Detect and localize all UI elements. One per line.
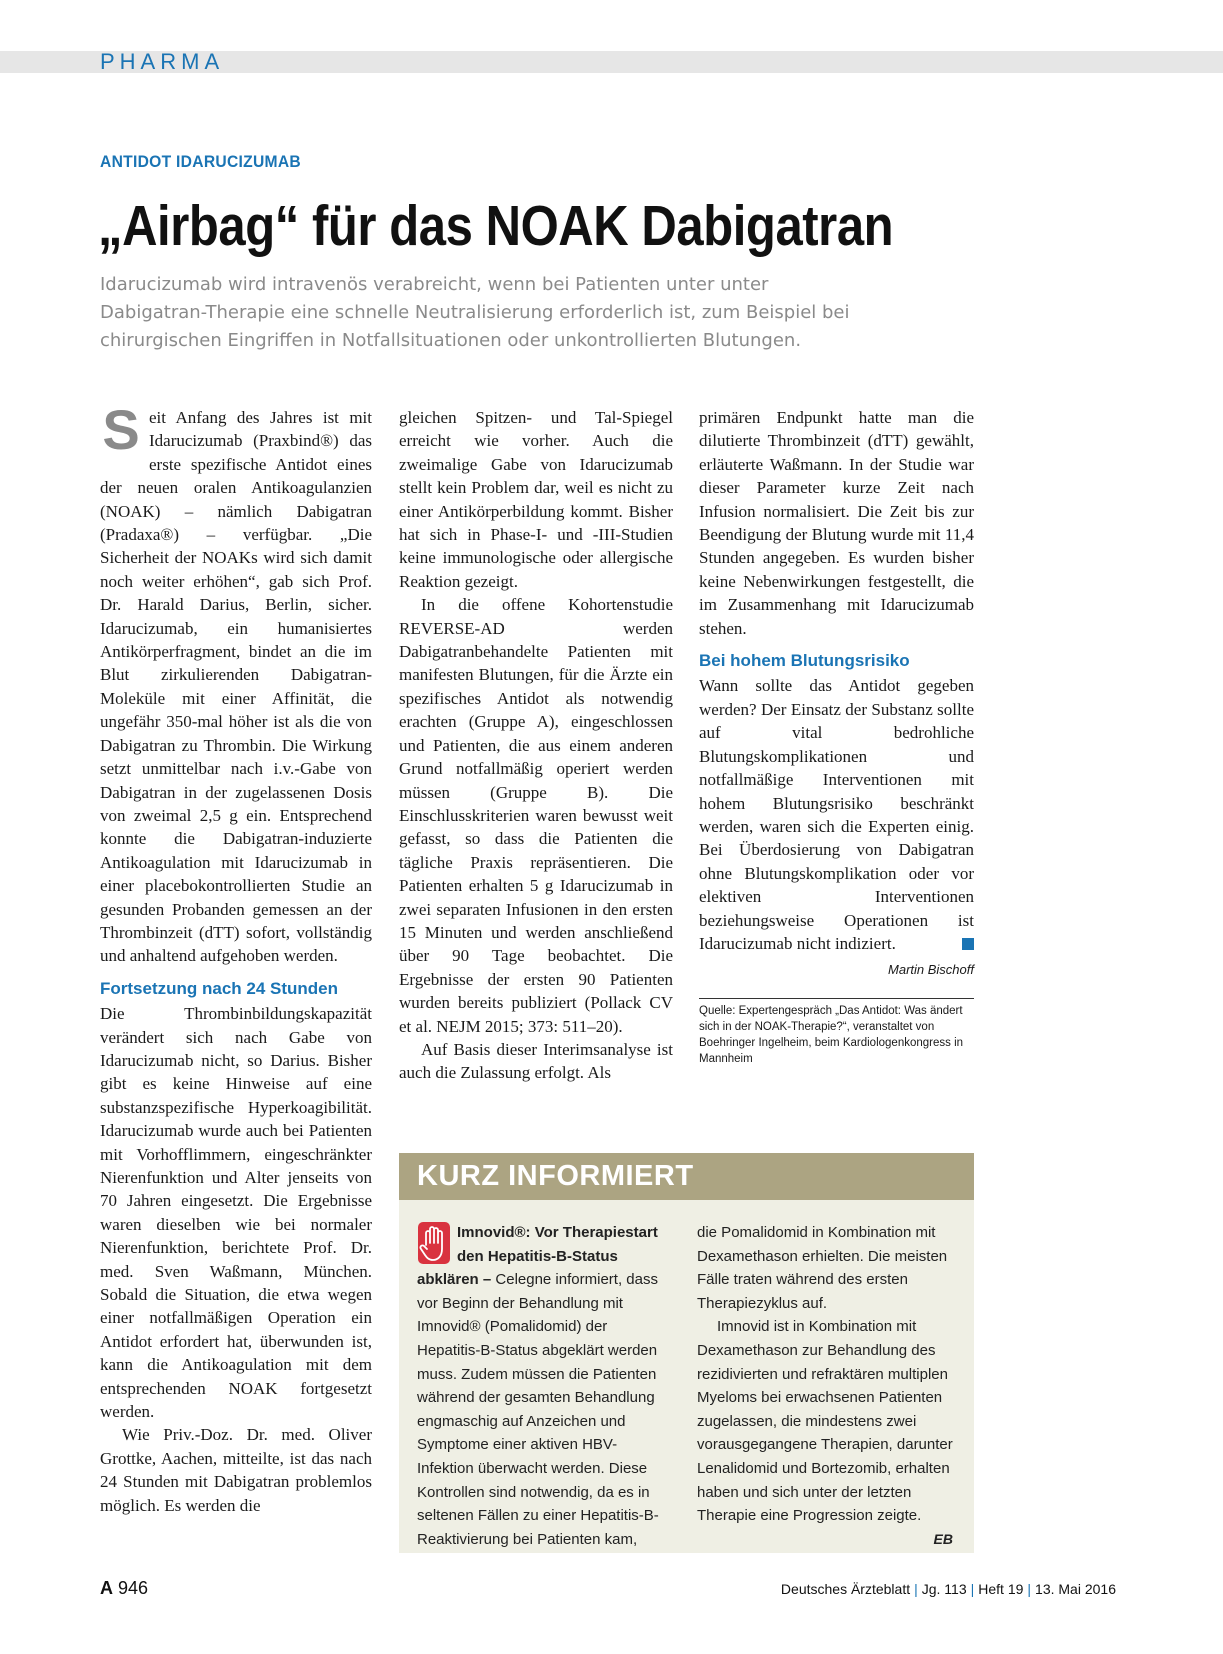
article-paragraph: Die Thrombinbildungskapazität verändert sich nach Gabe von Idarucizumab nicht, so Darius. Bisher gibt es keine Hinweise auf eine substanzspezifische Hyperkoagibilität. Idarucizumab wurde auch bei Patienten mit Vorhofflimmern, eingeschränkter Nierenfunktion und Alter jenseits von 70 Jahren eingesetzt. Die Ergebnisse waren dieselben wie bei normaler Nierenfunktion, berichtete Prof. Dr. med. Sven Waßmann, München. Sobald die Situation, die etwa wegen einer notfallmäßigen Operation ein Antidot erfordert hat, überwunden ist, kann die Antikoagulation mit dem entsprechenden NOAK fortgesetzt werden. bbox=[100, 1004, 372, 1422]
article-paragraph: Wie Priv.-Doz. Dr. med. Oliver Grottke, Aachen, mitteilte, ist das nach 24 Stunden mit Dabigatran problemlos möglich. Es werden die bbox=[100, 1425, 372, 1515]
article-paragraph bbox=[699, 674, 974, 955]
separator: | bbox=[970, 1581, 975, 1597]
info-box-column-1 bbox=[417, 1221, 671, 1551]
subheading: Fortsetzung nach 24 Stunden bbox=[100, 978, 339, 998]
article-paragraph: Auf Basis dieser Interimsanalyse ist auch die Zulassung erfolgt. Als bbox=[399, 1039, 673, 1083]
separator: | bbox=[1027, 1581, 1032, 1597]
paragraph-text: Celegne informiert, dass vor Beginn der Behandlung mit Imnovid® (Pomalidomid) der Hepatitis-B-Status abgeklärt werden muss. Zudem müssen die Patienten während der gesamten Behandlung engmaschig auf Anzeichen und Symptome einer aktiven HBV-Infektion überwacht werden. Diese Kontrollen sind notwendig, da es in seltenen Fällen zu einer Hepatitis-B-Reaktivierung bei Patienten kam, bbox=[417, 1271, 659, 1548]
article-lead bbox=[100, 271, 980, 355]
article-paragraph: gleichen Spitzen- und Tal-Spiegel erreicht wie vorher. Auch die zweimalige Gabe von Idarucizumab stellt kein Problem dar, weil es nicht zu einer Antikörperbildung kommt. Bisher hat sich in Phase-I- und -III-Studien keine immunologische oder allergische Reaktion gezeigt. bbox=[399, 408, 673, 591]
journal-volume: Jg. 113 bbox=[921, 1581, 967, 1597]
article-paragraph: In die offene Kohortenstudie REVERSE-AD werden Dabigatranbehandelte Patienten mit manifesten Blutungen, für die Ärzte ein spezifisches Antidot als notwendig erachten (Gruppe A), eingeschlossen und Patienten, die aus einem anderen Grund notfallmäßig operiert werden müssen (Gruppe B). Die Einschlusskriterien waren bewusst weit gefasst, so dass die Patienten die tägliche Praxis repräsentieren. Die Patienten erhalten 5 g Idarucizumab in zwei separaten Infusionen in den ersten 15 Minuten und werden anschließend über 90 Tage beobachtet. Die Ergebnisse der ersten 90 Patienten wurden bereits publiziert (Pollack CV et al. NEJM 2015; 373: 511–20). bbox=[399, 595, 673, 1036]
lead-line: Idarucizumab wird intravenös verabreicht, wenn bei Patienten unter unter bbox=[100, 274, 769, 295]
journal-date: 13. Mai 2016 bbox=[1035, 1581, 1116, 1597]
article-paragraph: primären Endpunkt hatte man die dilutierte Thrombinzeit (dTT) gewählt, erläuterte Waßmann. In der Studie war dieser Parameter kurze Zeit nach Infusion normalisiert. Die Zeit bis zur Beendigung der Blutung wurde mit 11,4 Stunden angegeben. Es wurden bisher keine Nebenwirkungen festgestellt, die im Zusammenhang mit Idarucizumab stehen. bbox=[699, 408, 974, 638]
author-initials: EB bbox=[933, 1530, 953, 1547]
section-label: PHARMA bbox=[100, 49, 225, 74]
end-mark-icon bbox=[962, 938, 974, 950]
info-box-title: KURZ INFORMIERT bbox=[399, 1153, 974, 1200]
paragraph-text: eit Anfang des Jahres ist mit Idarucizumab (Praxbind®) das erste spezifische Antidot eines der neuen oralen Antikoagulanzien (NOAK) – nämlich Dabigatran (Pradaxa®) – verfügbar. „Die Sicherheit der NOAKs wird sich damit noch weiter erhöhen“, gab sich Prof. Dr. Harald Darius, Berlin, sicher. Idarucizumab, ein humanisiertes Antikörperfragment, bindet an die im Blut zirkulierenden Dabigatran-Moleküle mit einer Affinität, die ungefähr 350-mal höher ist als die von Dabigatran zu Thrombin. Die Wirkung setzt unmittelbar nach i.v.-Gabe von Dabigatran in der zugelassenen Dosis von zweimal 2,5 g ein. Entsprechend konnte die Dabigatran-induzierte Antikoagulation mit Idarucizumab in einer placebokontrollierten Studie an gesunden Probanden gemessen an der Thrombinzeit (dTT) sofort, vollständig und anhaltend aufgehoben werden. bbox=[100, 408, 372, 966]
source-note: Quelle: Expertengespräch „Das Antidot: Was ändert sich in der NOAK-Therapie?“, veranstaltet von Boehringer Ingelheim, beim Kardiologenkongress in Mannheim bbox=[699, 1004, 964, 1065]
paragraph-text: Imnovid ist in Kombination mit Dexamethason zur Behandlung des rezidivierten und refraktären multiplen Myeloms bei erwachsenen Patienten zugelassen, die mindestens zwei vorausgegangene Therapien, darunter Lenalidomid und Bortezomib, erhalten haben und sich unter der letzten Therapie eine Progression zeigte. bbox=[697, 1318, 953, 1525]
stop-hand-icon bbox=[417, 1221, 451, 1265]
info-box bbox=[399, 1153, 974, 1553]
info-box-lead: Imnovid®: Vor Therapiestart den Hepatitis-B-Status abklären – bbox=[417, 1224, 658, 1289]
article-column-3 bbox=[699, 406, 974, 1067]
article-headline: „Airbag“ für das NOAK Dabigatran bbox=[98, 194, 894, 258]
page-prefix: A bbox=[100, 1578, 113, 1598]
article-paragraph bbox=[100, 398, 372, 968]
info-box-column-2 bbox=[697, 1221, 953, 1551]
info-box-paragraph bbox=[417, 1221, 671, 1551]
lead-line: chirurgischen Eingriffen in Notfallsituationen oder unkontrollierten Blutungen. bbox=[100, 330, 802, 351]
author-byline: Martin Bischoff bbox=[888, 962, 974, 978]
article-kicker: ANTIDOT IDARUCIZUMAB bbox=[100, 152, 302, 171]
article-column-2 bbox=[399, 406, 673, 1085]
subheading: Bei hohem Blutungsrisiko bbox=[699, 651, 910, 671]
lead-line: Dabigatran-Therapie eine schnelle Neutralisierung erforderlich ist, zum Beispiel bei bbox=[100, 302, 850, 323]
page-number bbox=[100, 1578, 148, 1599]
info-box-paragraph: die Pomalidomid in Kombination mit Dexamethason erhielten. Die meisten Fälle traten während des ersten Therapiezyklus auf. bbox=[697, 1224, 948, 1312]
journal-name: Deutsches Ärzteblatt bbox=[780, 1581, 911, 1597]
drop-cap: S bbox=[102, 398, 140, 461]
journal-footer bbox=[781, 1581, 1116, 1597]
info-box-paragraph bbox=[697, 1315, 953, 1547]
separator: | bbox=[914, 1581, 918, 1597]
journal-issue: Heft 19 bbox=[978, 1581, 1024, 1597]
page-number-value: 946 bbox=[118, 1578, 149, 1598]
paragraph-text: Wann sollte das Antidot gegeben werden? Der Einsatz der Substanz sollte auf vital bedrohliche Blutungskomplikationen und notfallmäßige Interventionen mit hohem Blutungsrisiko beschränkt werden, waren sich die Experten einig. Bei Überdosierung von Dabigatran ohne Blutungskomplikation oder vor elektiven Interventionen beziehungsweise Operationen ist Idarucizumab nicht indiziert. bbox=[699, 676, 974, 953]
article-column-1 bbox=[100, 398, 372, 1517]
